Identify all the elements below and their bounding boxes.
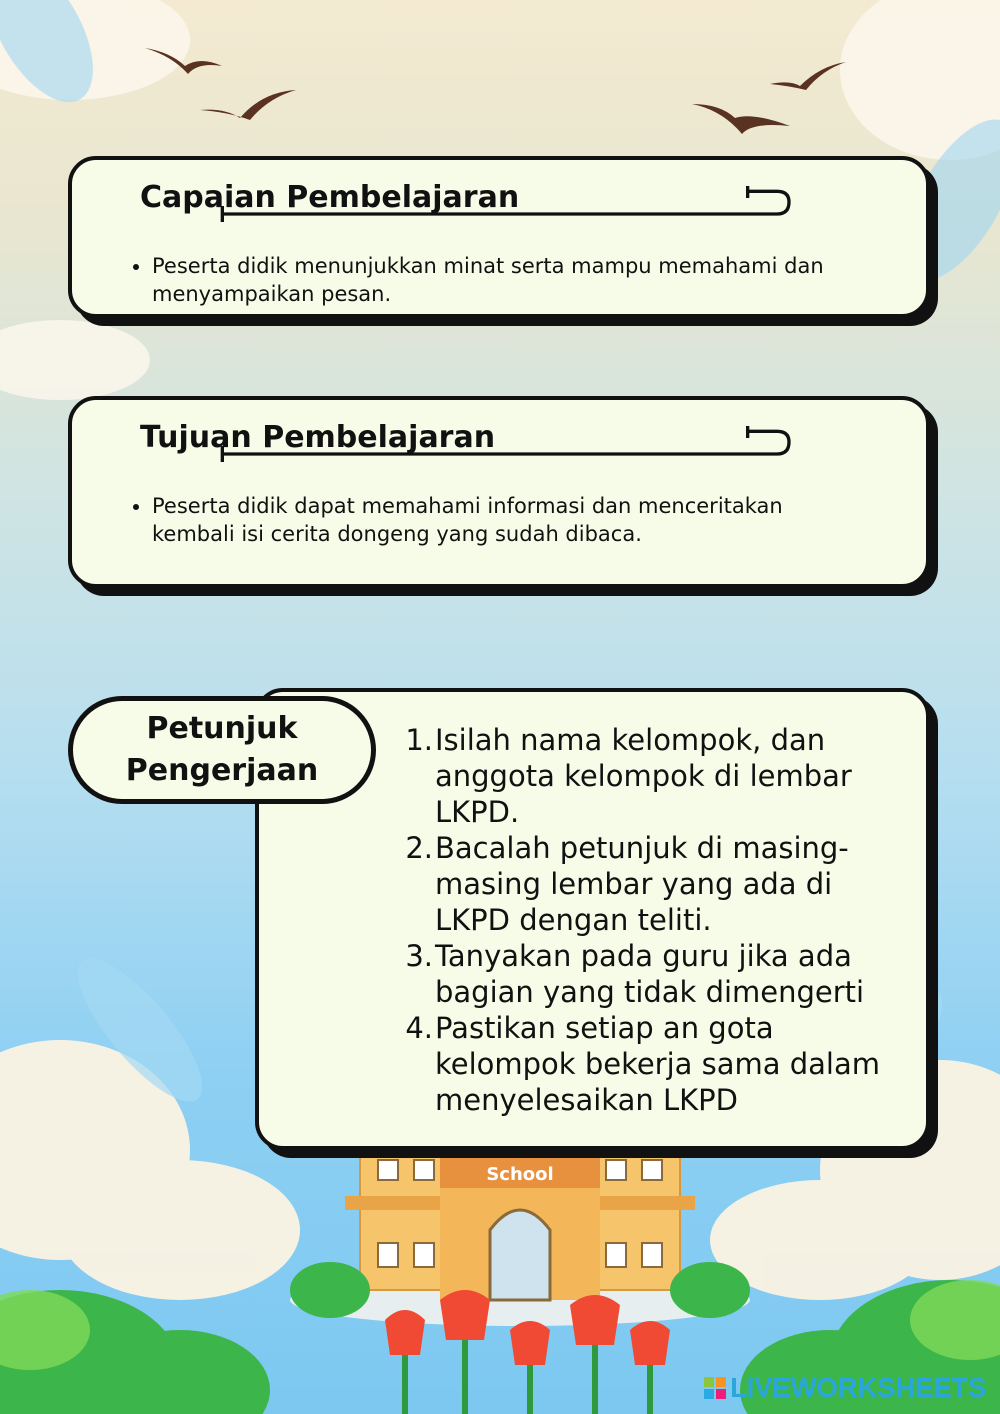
liveworksheets-logo-icon [704, 1377, 726, 1399]
step-item [403, 938, 903, 1010]
step-text: Pastikan setiap an gota kelompok bekerja sama dalam menyelesaikan LKPD [435, 1011, 881, 1117]
step-number: 4. [405, 1011, 433, 1045]
watermark-text: LIVEWORKSHEETS [730, 1372, 986, 1403]
petunjuk-label-line2: Pengerjaan [125, 753, 319, 788]
capaian-card [68, 156, 930, 318]
school-sign: School [486, 1164, 554, 1185]
tujuan-list [152, 492, 792, 548]
step-text: Bacalah petunjuk di masing-masing lembar yang ada di LKPD dengan teliti. [435, 831, 849, 937]
capaian-bullet: • Peserta didik menunjukkan minat serta mampu memahami dan menyampaikan pesan. [152, 252, 892, 308]
tujuan-bullet: • Peserta didik dapat memahami informasi dan menceritakan kembali isi cerita dongeng yang sudah dibaca. [152, 492, 792, 548]
step-text: Tanyakan pada guru jika ada bagian yang tidak dimengerti [435, 939, 865, 1009]
step-number: 2. [405, 831, 433, 865]
capaian-title: Capaian Pembelajaran [140, 180, 520, 215]
petunjuk-steps [403, 722, 903, 1118]
petunjuk-label-line1: Petunjuk [146, 711, 298, 746]
step-item [403, 722, 903, 830]
step-item [403, 1010, 903, 1118]
tujuan-card [68, 396, 930, 588]
birds [145, 48, 846, 134]
tujuan-title: Tujuan Pembelajaran [140, 420, 496, 455]
step-number: 1. [405, 723, 433, 757]
step-item [403, 830, 903, 938]
petunjuk-label [68, 696, 376, 804]
capaian-list [152, 252, 892, 308]
step-text: Isilah nama kelompok, dan anggota kelompok di lembar LKPD. [435, 723, 852, 829]
step-number: 3. [405, 939, 433, 973]
liveworksheets-watermark [704, 1372, 986, 1404]
